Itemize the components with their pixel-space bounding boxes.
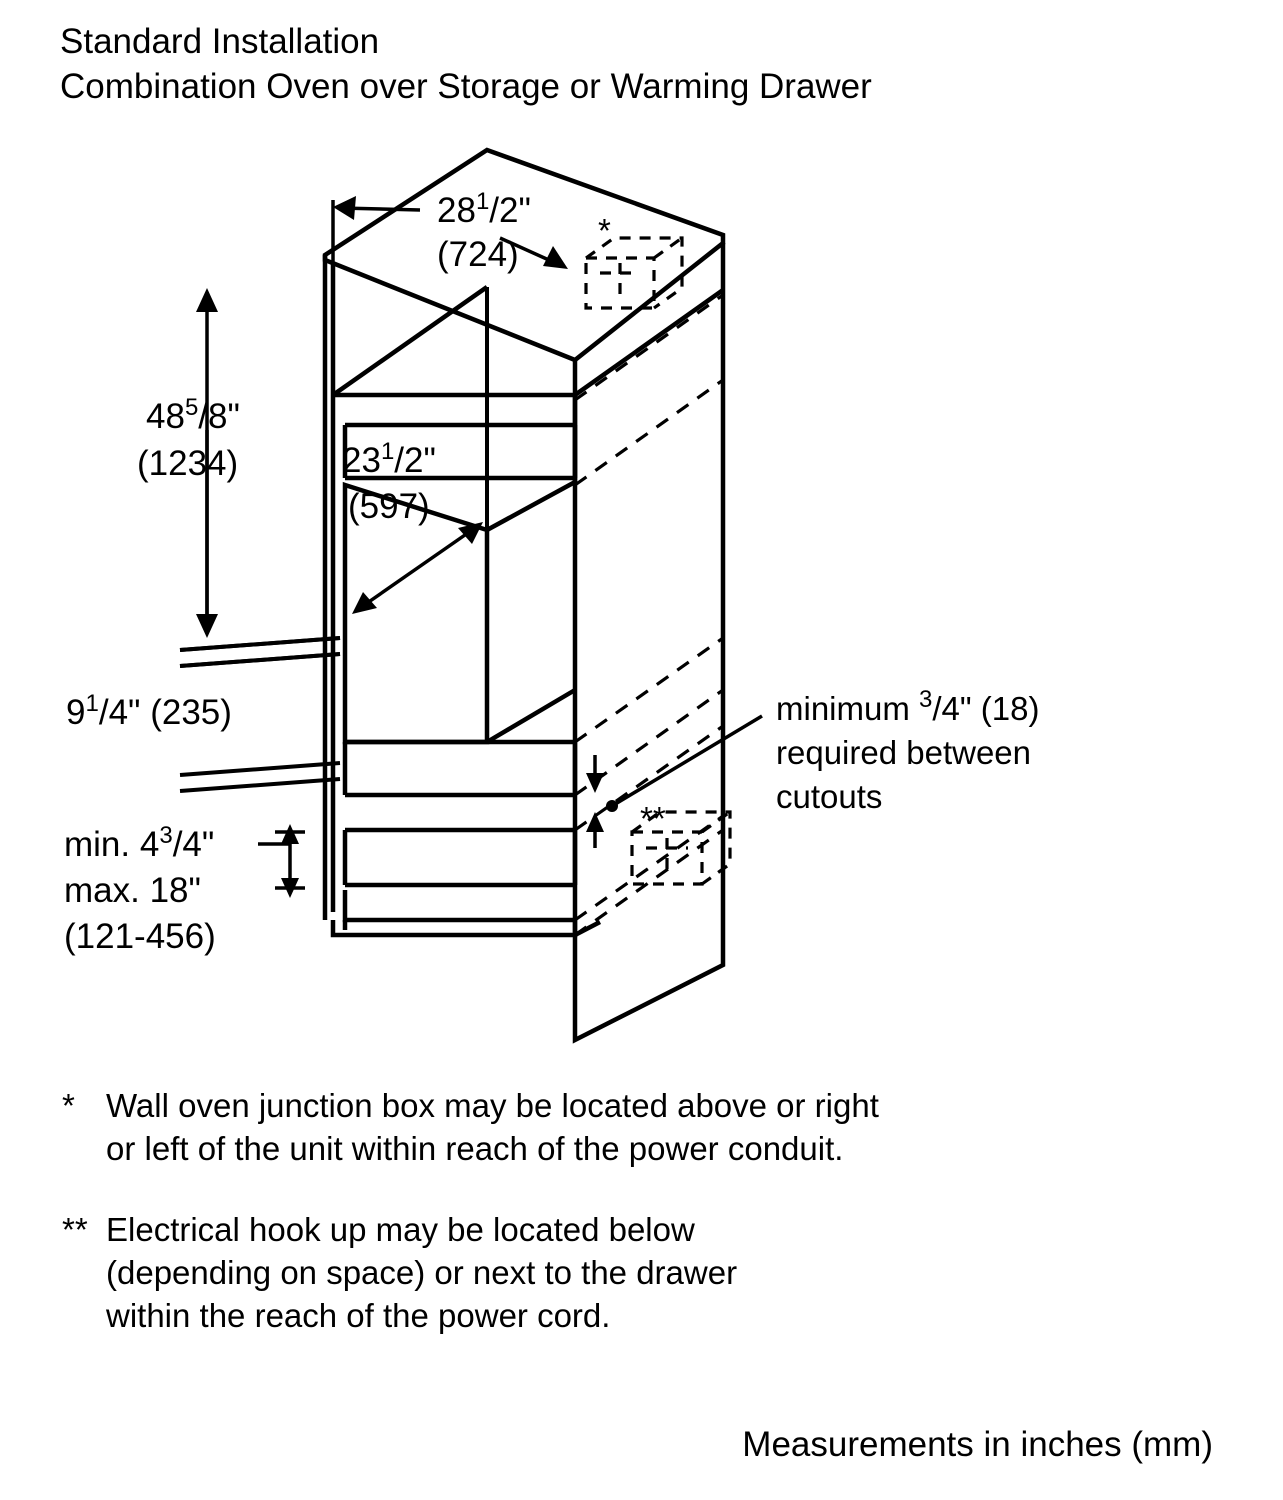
title-line-2: Combination Oven over Storage or Warming Drawer xyxy=(60,66,872,106)
measurement-units-note: Measurements in inches (mm) xyxy=(742,1425,1213,1464)
footnote-line: or left of the unit within reach of the power conduit. xyxy=(106,1129,844,1167)
dimension-inner-width-label: $23^1/2$" xyxy=(342,438,436,480)
dimension-inner-width-mm: (597) xyxy=(348,487,430,526)
dimension-drawer-min-label: min. $4^3/4$" xyxy=(64,822,215,864)
footnote-marker: * xyxy=(62,1087,75,1124)
callout-minimum-gap-line3: cutouts xyxy=(776,778,883,815)
footnote-marker: ** xyxy=(62,1210,88,1248)
footnote-body xyxy=(106,1085,1262,1171)
footnote-electrical-hookup xyxy=(62,1209,1262,1338)
hidden-construction-lines xyxy=(575,295,723,935)
callout-minimum-gap-line2: required between xyxy=(776,734,1032,771)
cutout-frame xyxy=(333,287,723,935)
footnote-junction-box xyxy=(62,1085,1262,1171)
junction-box-marker: * xyxy=(598,212,611,249)
dimension-oven-height-label: $48^5/8$" xyxy=(146,394,240,436)
title-line-1: Standard Installation xyxy=(60,22,380,61)
page-title xyxy=(60,20,872,110)
dimension-top-width-label: $28^1/2$" xyxy=(437,188,531,230)
footnote-line: within the reach of the power cord. xyxy=(106,1296,611,1334)
footnote-body xyxy=(106,1209,1262,1338)
footnotes xyxy=(62,1085,1262,1375)
dimension-gap-label: $9^1/4$" (235) xyxy=(66,690,232,732)
footnote-line: Electrical hook up may be located below xyxy=(106,1210,695,1248)
electrical-hookup-marker: ** xyxy=(640,800,666,837)
footnote-line: Wall oven junction box may be located above or right xyxy=(106,1087,879,1124)
dimension-top-width-mm: (724) xyxy=(437,235,519,274)
installation-diagram xyxy=(0,130,1283,1060)
dimension-drawer-mm: (121-456) xyxy=(64,917,216,956)
callout-leader xyxy=(586,716,762,848)
dimension-oven-height-mm: (1234) xyxy=(137,444,239,483)
footnote-line: (depending on space) or next to the drawer xyxy=(106,1253,738,1291)
cabinet-outline xyxy=(325,150,723,1040)
dimension-inner-width xyxy=(352,522,483,614)
dimension-drawer xyxy=(258,824,305,898)
callout-minimum-gap-line1: minimum $^3$/4" (18) xyxy=(776,686,1040,727)
shelf-depth-lines xyxy=(487,287,575,920)
dimension-drawer-max-label: max. 18" xyxy=(64,871,201,910)
